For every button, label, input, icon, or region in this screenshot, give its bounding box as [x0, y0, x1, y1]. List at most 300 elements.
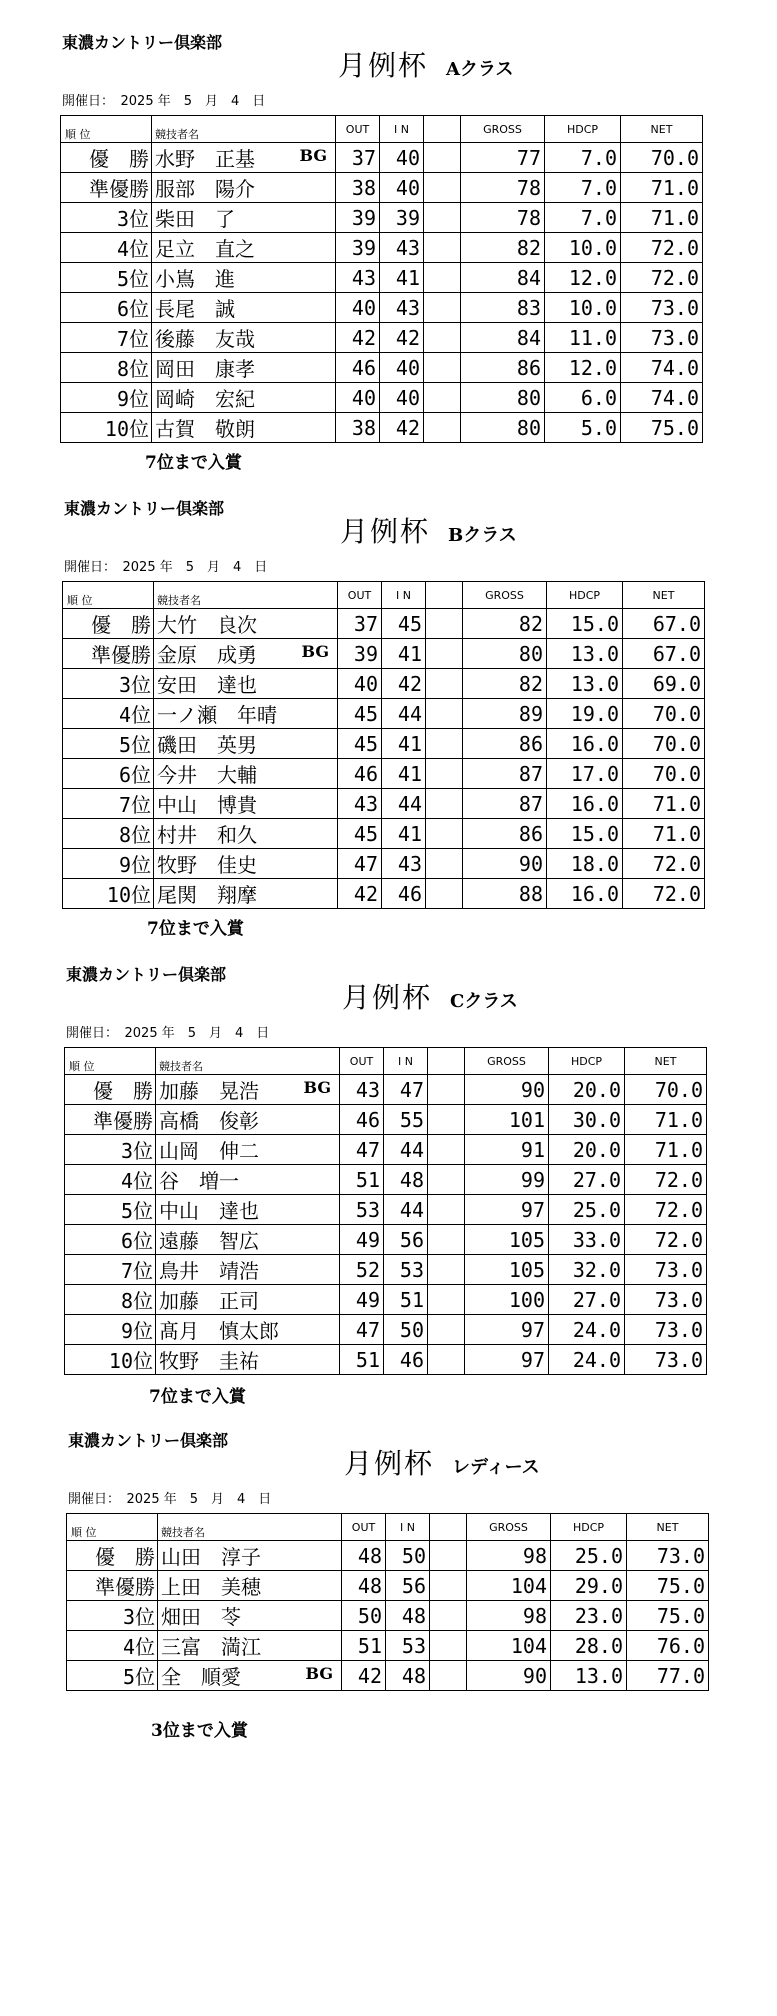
net-cell: 71.0 [623, 789, 705, 819]
net-cell: 73.0 [625, 1315, 707, 1345]
header-rank: 順 位 [61, 116, 152, 143]
player-name-cell [156, 1195, 340, 1225]
cup-title: 月例杯 [338, 49, 429, 82]
club-name: 東濃カントリー倶楽部 [64, 499, 225, 518]
player-name: 長尾 誠 [155, 297, 235, 321]
gross-cell: 97 [465, 1345, 549, 1375]
rank-cell: 準優勝 [63, 639, 154, 669]
rank-cell: 優 勝 [63, 609, 154, 639]
rank-cell: 8位 [65, 1285, 156, 1315]
out-score-cell: 51 [340, 1345, 384, 1375]
hdcp-cell: 7.0 [545, 173, 621, 203]
header-name: 競技者名 [152, 116, 336, 143]
player-name: 大竹 良次 [157, 613, 257, 637]
out-score-cell: 49 [340, 1225, 384, 1255]
page-title [340, 510, 517, 550]
player-name: 遠藤 智広 [159, 1229, 259, 1253]
out-score-cell: 53 [340, 1195, 384, 1225]
rank-cell: 優 勝 [67, 1541, 158, 1571]
player-name-cell [156, 1225, 340, 1255]
player-name-cell [156, 1285, 340, 1315]
in-score-cell: 50 [384, 1315, 428, 1345]
table-row [61, 173, 703, 203]
player-name-cell [154, 849, 338, 879]
in-score-cell: 46 [384, 1345, 428, 1375]
gross-cell: 97 [465, 1315, 549, 1345]
rank-cell: 8位 [61, 353, 152, 383]
player-name-cell [152, 203, 336, 233]
net-cell: 70.0 [623, 729, 705, 759]
header-blank [426, 582, 463, 609]
table-row [63, 879, 705, 909]
blank-cell [426, 759, 463, 789]
header-out: OUT [338, 582, 382, 609]
rank-cell: 10位 [63, 879, 154, 909]
rank-cell: 優 勝 [65, 1075, 156, 1105]
in-score-cell: 48 [384, 1165, 428, 1195]
header-hdcp: HDCP [549, 1048, 625, 1075]
player-name: 牧野 佳史 [157, 853, 257, 877]
player-name-cell [152, 413, 336, 443]
player-name: 一ノ瀬 年晴 [157, 703, 277, 727]
gross-cell: 91 [465, 1135, 549, 1165]
table-row [65, 1345, 707, 1375]
blank-cell [428, 1255, 465, 1285]
cup-title: 月例杯 [340, 515, 431, 548]
player-name-cell [154, 789, 338, 819]
in-score-cell: 48 [386, 1661, 430, 1691]
in-score-cell: 56 [386, 1571, 430, 1601]
rank-cell: 3位 [65, 1135, 156, 1165]
table-row [63, 699, 705, 729]
table-row [67, 1541, 709, 1571]
gross-cell: 78 [461, 203, 545, 233]
in-score-cell: 47 [384, 1075, 428, 1105]
player-name: 尾関 翔摩 [157, 883, 257, 907]
blank-cell [424, 263, 461, 293]
out-score-cell: 37 [338, 609, 382, 639]
class-name: レディース [452, 1457, 540, 1478]
player-name: 水野 正基 [155, 147, 255, 171]
class-name: Bクラス [448, 525, 517, 546]
player-name-cell [152, 353, 336, 383]
blank-cell [424, 203, 461, 233]
blank-cell [424, 353, 461, 383]
table-row [61, 383, 703, 413]
event-date: 開催日： 2025 年 5 月 4 日 [62, 94, 266, 109]
hdcp-cell: 27.0 [549, 1165, 625, 1195]
blank-cell [428, 1225, 465, 1255]
hdcp-cell: 33.0 [549, 1225, 625, 1255]
prize-note: 3位まで入賞 [151, 1721, 248, 1741]
rank-cell: 6位 [63, 759, 154, 789]
rank-cell: 6位 [61, 293, 152, 323]
player-name-cell [158, 1661, 342, 1691]
blank-cell [426, 639, 463, 669]
net-cell: 75.0 [627, 1601, 709, 1631]
header-blank [424, 116, 461, 143]
in-score-cell: 53 [384, 1255, 428, 1285]
player-name: 牧野 圭祐 [159, 1349, 259, 1373]
blank-cell [428, 1285, 465, 1315]
hdcp-cell: 7.0 [545, 203, 621, 233]
event-date: 開催日： 2025 年 5 月 4 日 [68, 1492, 272, 1507]
club-name: 東濃カントリー倶楽部 [62, 33, 223, 52]
gross-cell: 105 [465, 1225, 549, 1255]
hdcp-cell: 7.0 [545, 143, 621, 173]
out-score-cell: 42 [342, 1661, 386, 1691]
header-name: 競技者名 [158, 1514, 342, 1541]
page-title [344, 1442, 540, 1482]
player-name-cell [152, 323, 336, 353]
table-row [63, 849, 705, 879]
event-date: 開催日： 2025 年 5 月 4 日 [66, 1026, 270, 1041]
gross-cell: 84 [461, 263, 545, 293]
net-cell: 70.0 [623, 699, 705, 729]
hdcp-cell: 11.0 [545, 323, 621, 353]
out-score-cell: 38 [336, 413, 380, 443]
net-cell: 72.0 [625, 1225, 707, 1255]
gross-cell: 104 [467, 1571, 551, 1601]
table-row [63, 639, 705, 669]
out-score-cell: 43 [336, 263, 380, 293]
net-cell: 76.0 [627, 1631, 709, 1661]
header-in: I N [386, 1514, 430, 1541]
gross-cell: 100 [465, 1285, 549, 1315]
header-in: I N [384, 1048, 428, 1075]
table-row [61, 233, 703, 263]
rank-cell: 準優勝 [65, 1105, 156, 1135]
rank-cell: 5位 [63, 729, 154, 759]
player-name: 山岡 伸二 [159, 1139, 259, 1163]
header-out: OUT [336, 116, 380, 143]
player-name: 古賀 敬朗 [155, 417, 255, 441]
club-name: 東濃カントリー倶楽部 [68, 1431, 229, 1450]
rank-cell: 4位 [67, 1631, 158, 1661]
gross-cell: 78 [461, 173, 545, 203]
table-row [65, 1195, 707, 1225]
gross-cell: 86 [463, 819, 547, 849]
player-name-cell [152, 173, 336, 203]
in-score-cell: 40 [380, 143, 424, 173]
table-row [61, 293, 703, 323]
net-cell: 73.0 [625, 1345, 707, 1375]
rank-cell: 10位 [61, 413, 152, 443]
out-score-cell: 47 [340, 1315, 384, 1345]
hdcp-cell: 32.0 [549, 1255, 625, 1285]
header-blank [430, 1514, 467, 1541]
blank-cell [426, 609, 463, 639]
rank-cell: 4位 [63, 699, 154, 729]
blank-cell [426, 669, 463, 699]
hdcp-cell: 16.0 [547, 729, 623, 759]
hdcp-cell: 20.0 [549, 1075, 625, 1105]
blank-cell [430, 1661, 467, 1691]
table-row [65, 1285, 707, 1315]
blank-cell [426, 849, 463, 879]
prize-note: 7位まで入賞 [149, 1387, 246, 1407]
results-table [66, 1513, 709, 1691]
out-score-cell: 43 [340, 1075, 384, 1105]
header-rank: 順 位 [63, 582, 154, 609]
out-score-cell: 51 [342, 1631, 386, 1661]
net-cell: 72.0 [623, 879, 705, 909]
net-cell: 67.0 [623, 639, 705, 669]
in-score-cell: 41 [382, 819, 426, 849]
table-header-row [63, 582, 705, 609]
player-name: 安田 達也 [157, 673, 257, 697]
out-score-cell: 39 [336, 233, 380, 263]
rank-cell: 3位 [67, 1601, 158, 1631]
header-name: 競技者名 [154, 582, 338, 609]
blank-cell [430, 1631, 467, 1661]
table-row [65, 1075, 707, 1105]
player-name: 金原 成勇 [157, 643, 257, 667]
out-score-cell: 45 [338, 699, 382, 729]
header-out: OUT [342, 1514, 386, 1541]
in-score-cell: 51 [384, 1285, 428, 1315]
header-net: NET [623, 582, 705, 609]
gross-cell: 90 [465, 1075, 549, 1105]
in-score-cell: 41 [382, 639, 426, 669]
out-score-cell: 46 [340, 1105, 384, 1135]
table-row [67, 1571, 709, 1601]
in-score-cell: 39 [380, 203, 424, 233]
header-blank [428, 1048, 465, 1075]
gross-cell: 98 [467, 1601, 551, 1631]
net-cell: 70.0 [625, 1075, 707, 1105]
net-cell: 72.0 [621, 263, 703, 293]
hdcp-cell: 13.0 [551, 1661, 627, 1691]
rank-cell: 8位 [63, 819, 154, 849]
rank-cell: 3位 [61, 203, 152, 233]
player-name: 髙月 慎太郎 [159, 1319, 279, 1343]
table-row [61, 263, 703, 293]
table-row [61, 323, 703, 353]
table-row [67, 1601, 709, 1631]
rank-cell: 9位 [61, 383, 152, 413]
rank-cell: 7位 [61, 323, 152, 353]
gross-cell: 80 [463, 639, 547, 669]
player-name: 高橋 俊彰 [159, 1109, 259, 1133]
prize-note: 7位まで入賞 [147, 919, 244, 939]
in-score-cell: 40 [380, 173, 424, 203]
net-cell: 67.0 [623, 609, 705, 639]
player-name-cell [152, 263, 336, 293]
player-name: 岡崎 宏紀 [155, 387, 255, 411]
gross-cell: 88 [463, 879, 547, 909]
gross-cell: 82 [461, 233, 545, 263]
blank-cell [428, 1165, 465, 1195]
player-name-cell [152, 293, 336, 323]
player-name-cell [154, 639, 338, 669]
out-score-cell: 52 [340, 1255, 384, 1285]
out-score-cell: 49 [340, 1285, 384, 1315]
gross-cell: 99 [465, 1165, 549, 1195]
header-in: I N [382, 582, 426, 609]
blank-cell [424, 143, 461, 173]
rank-cell: 5位 [61, 263, 152, 293]
player-name: 足立 直之 [155, 237, 255, 261]
header-net: NET [625, 1048, 707, 1075]
player-name-cell [156, 1315, 340, 1345]
hdcp-cell: 6.0 [545, 383, 621, 413]
table-row [63, 669, 705, 699]
player-name-cell [152, 383, 336, 413]
hdcp-cell: 19.0 [547, 699, 623, 729]
gross-cell: 90 [467, 1661, 551, 1691]
blank-cell [428, 1345, 465, 1375]
event-date: 開催日： 2025 年 5 月 4 日 [64, 560, 268, 575]
rank-cell: 7位 [63, 789, 154, 819]
net-cell: 72.0 [621, 233, 703, 263]
table-row [63, 609, 705, 639]
blank-cell [426, 729, 463, 759]
in-score-cell: 56 [384, 1225, 428, 1255]
header-hdcp: HDCP [547, 582, 623, 609]
in-score-cell: 41 [382, 759, 426, 789]
hdcp-cell: 29.0 [551, 1571, 627, 1601]
rank-cell: 準優勝 [67, 1571, 158, 1601]
player-name: 中山 博貴 [157, 793, 257, 817]
blank-cell [424, 323, 461, 353]
in-score-cell: 46 [382, 879, 426, 909]
out-score-cell: 43 [338, 789, 382, 819]
table-row [63, 789, 705, 819]
hdcp-cell: 13.0 [547, 669, 623, 699]
table-row [61, 353, 703, 383]
player-name: 全 順愛 [161, 1665, 241, 1689]
header-rank: 順 位 [65, 1048, 156, 1075]
player-name-cell [154, 609, 338, 639]
header-name: 競技者名 [156, 1048, 340, 1075]
blank-cell [428, 1315, 465, 1345]
net-cell: 70.0 [621, 143, 703, 173]
table-header-row [61, 116, 703, 143]
out-score-cell: 48 [342, 1571, 386, 1601]
out-score-cell: 40 [336, 383, 380, 413]
blank-cell [424, 233, 461, 263]
rank-cell: 5位 [65, 1195, 156, 1225]
net-cell: 71.0 [621, 203, 703, 233]
bg-badge: BG [303, 1078, 331, 1097]
in-score-cell: 40 [380, 353, 424, 383]
in-score-cell: 50 [386, 1541, 430, 1571]
in-score-cell: 41 [380, 263, 424, 293]
gross-cell: 90 [463, 849, 547, 879]
blank-cell [428, 1195, 465, 1225]
player-name-cell [158, 1571, 342, 1601]
net-cell: 73.0 [621, 323, 703, 353]
blank-cell [424, 383, 461, 413]
out-score-cell: 42 [338, 879, 382, 909]
net-cell: 71.0 [623, 819, 705, 849]
table-row [63, 729, 705, 759]
net-cell: 73.0 [621, 293, 703, 323]
header-gross: GROSS [465, 1048, 549, 1075]
player-name-cell [152, 143, 336, 173]
player-name: 鳥井 靖浩 [159, 1259, 259, 1283]
gross-cell: 83 [461, 293, 545, 323]
rank-cell: 9位 [65, 1315, 156, 1345]
rank-cell: 6位 [65, 1225, 156, 1255]
net-cell: 73.0 [625, 1285, 707, 1315]
header-net: NET [627, 1514, 709, 1541]
blank-cell [430, 1571, 467, 1601]
player-name: 小嶌 進 [155, 267, 235, 291]
gross-cell: 84 [461, 323, 545, 353]
table-row [65, 1225, 707, 1255]
player-name: 岡田 康孝 [155, 357, 255, 381]
hdcp-cell: 27.0 [549, 1285, 625, 1315]
out-score-cell: 47 [340, 1135, 384, 1165]
player-name: 後藤 友哉 [155, 327, 255, 351]
net-cell: 71.0 [625, 1135, 707, 1165]
gross-cell: 97 [465, 1195, 549, 1225]
header-rank: 順 位 [67, 1514, 158, 1541]
out-score-cell: 42 [336, 323, 380, 353]
table-row [61, 143, 703, 173]
hdcp-cell: 24.0 [549, 1315, 625, 1345]
player-name: 柴田 了 [155, 207, 235, 231]
net-cell: 77.0 [627, 1661, 709, 1691]
player-name: 服部 陽介 [155, 177, 255, 201]
net-cell: 69.0 [623, 669, 705, 699]
out-score-cell: 47 [338, 849, 382, 879]
player-name: 加藤 晃浩 [159, 1079, 259, 1103]
player-name-cell [154, 729, 338, 759]
hdcp-cell: 23.0 [551, 1601, 627, 1631]
gross-cell: 87 [463, 789, 547, 819]
table-row [65, 1135, 707, 1165]
blank-cell [426, 699, 463, 729]
in-score-cell: 55 [384, 1105, 428, 1135]
gross-cell: 101 [465, 1105, 549, 1135]
rank-cell: 3位 [63, 669, 154, 699]
blank-cell [426, 819, 463, 849]
blank-cell [430, 1601, 467, 1631]
results-table [64, 1047, 707, 1375]
out-score-cell: 39 [338, 639, 382, 669]
player-name: 三富 満江 [161, 1635, 261, 1659]
in-score-cell: 44 [384, 1135, 428, 1165]
table-row [65, 1165, 707, 1195]
table-row [61, 203, 703, 233]
hdcp-cell: 10.0 [545, 233, 621, 263]
player-name-cell [156, 1105, 340, 1135]
blank-cell [424, 173, 461, 203]
out-score-cell: 48 [342, 1541, 386, 1571]
in-score-cell: 42 [380, 323, 424, 353]
results-table [62, 581, 705, 909]
in-score-cell: 44 [384, 1195, 428, 1225]
gross-cell: 80 [461, 383, 545, 413]
out-score-cell: 40 [338, 669, 382, 699]
rank-cell: 5位 [67, 1661, 158, 1691]
header-gross: GROSS [467, 1514, 551, 1541]
gross-cell: 89 [463, 699, 547, 729]
net-cell: 75.0 [627, 1571, 709, 1601]
results-table [60, 115, 703, 443]
out-score-cell: 46 [336, 353, 380, 383]
hdcp-cell: 30.0 [549, 1105, 625, 1135]
in-score-cell: 43 [382, 849, 426, 879]
player-name-cell [158, 1541, 342, 1571]
out-score-cell: 38 [336, 173, 380, 203]
in-score-cell: 53 [386, 1631, 430, 1661]
out-score-cell: 37 [336, 143, 380, 173]
blank-cell [428, 1135, 465, 1165]
